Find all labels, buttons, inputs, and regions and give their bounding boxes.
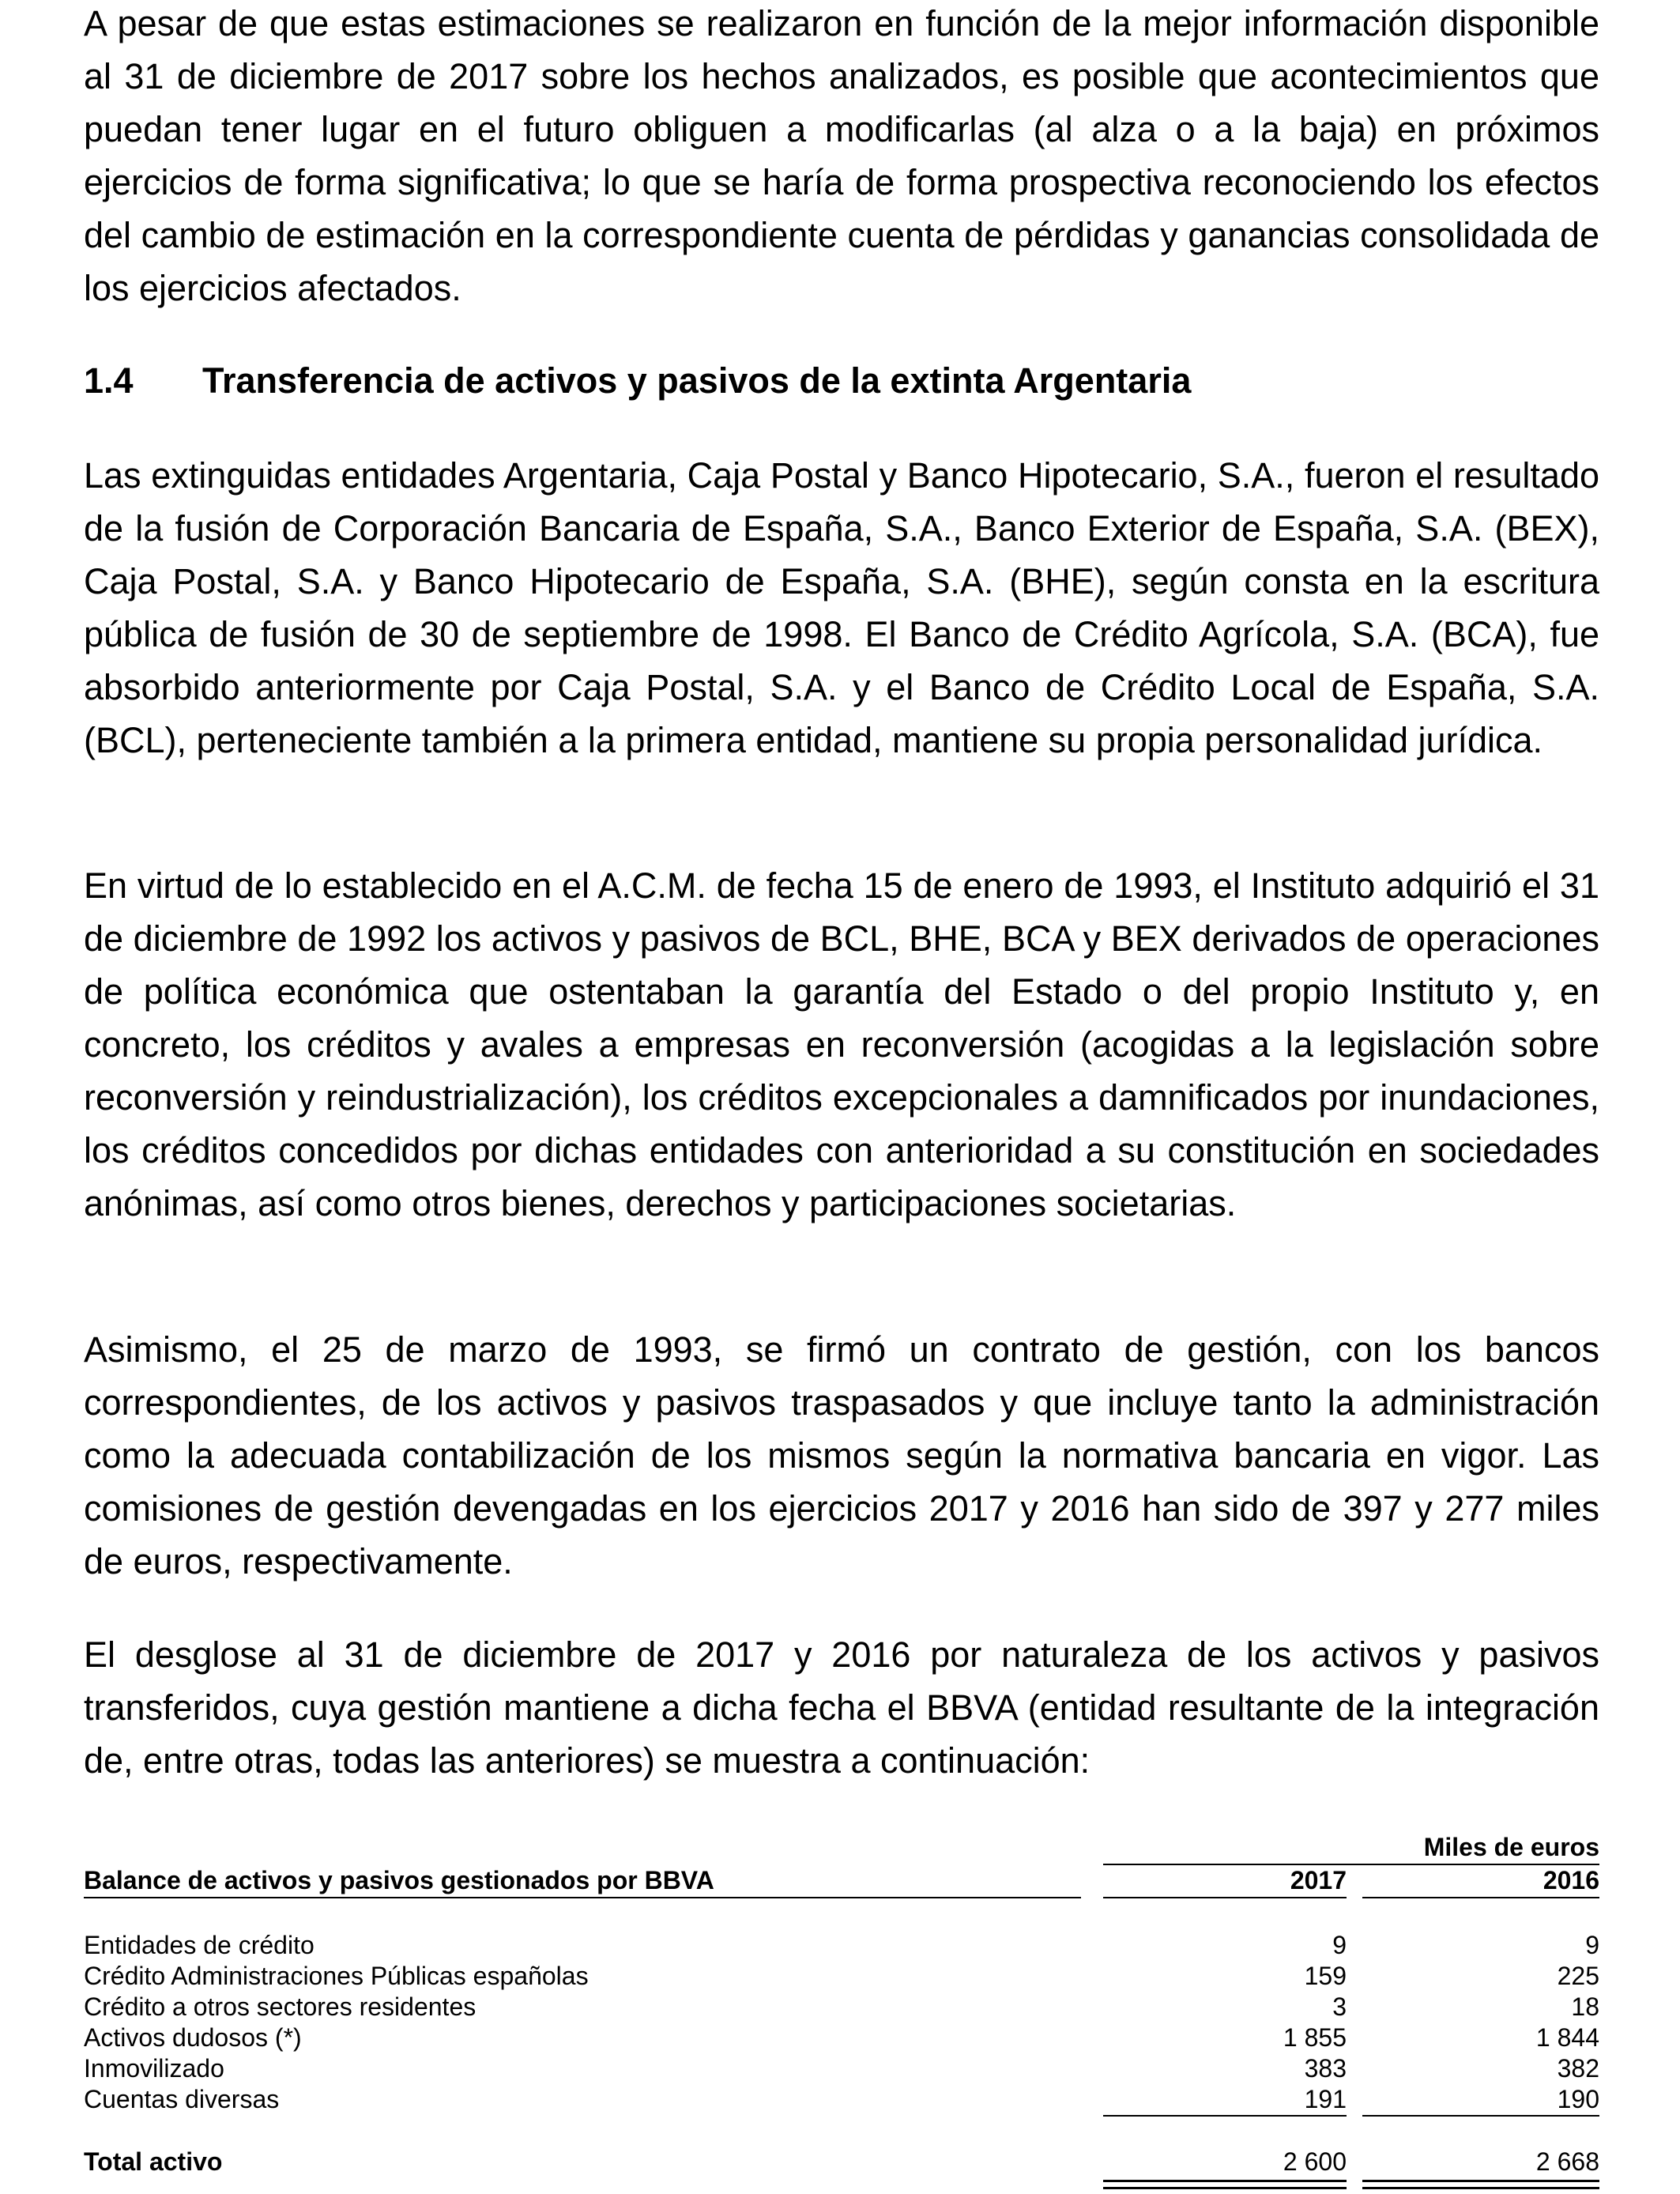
total-double-underline-2016 [1362, 2180, 1599, 2189]
table-title: Balance de activos y pasivos gestionados por BBVA [84, 1866, 714, 1894]
table-spacer [84, 2115, 1599, 2147]
row-label: Crédito a otros sectores residentes [84, 1992, 477, 2021]
table-row [84, 2053, 1599, 2084]
row-label: Cuentas diversas [84, 2085, 280, 2113]
row-value-2016: 1 844 [1535, 2023, 1599, 2052]
total-row [84, 2147, 1599, 2178]
table-units-row [84, 1832, 1599, 1865]
row-label: Entidades de crédito [84, 1931, 315, 1959]
section-heading [84, 354, 1191, 407]
row-label: Activos dudosos (*) [84, 2023, 302, 2052]
column-header-2017: 2017 [1290, 1866, 1347, 1894]
paragraph-management-contract: Asimismo, el 25 de marzo de 1993, se firmó un contrato de gestión, con los bancos correspondientes, de los activos y pasivos traspasados y que incluye tanto la administración como la adecuada contabilización de los mismos según la normativa bancaria en vigor. Las comisiones de gestión devengadas en los ejercicios 2017 y 2016 han sido de 397 y 277 miles de euros, respectivamente. [84, 1329, 1599, 1581]
row-value-2017: 9 [1332, 1931, 1347, 1959]
paragraph-breakdown: El desglose al 31 de diciembre de 2017 y 2016 por naturaleza de los activos y pasivos transferidos, cuya gestión mantiene a dicha fecha el BBVA (entidad resultante de la integración de, entre otras, todas las anteriores) se muestra a continuación: [84, 1634, 1599, 1781]
row-value-2017: 1 855 [1283, 2023, 1347, 2052]
paragraph-estimations: A pesar de que estas estimaciones se realizaron en función de la mejor información disponible al 31 de diciembre de 2017 sobre los hechos analizados, es posible que acontecimientos que puedan tener lugar en el futuro obliguen a modificarlas (al alza o a la baja) en próximos ejercicios de forma significativa; lo que se haría de forma prospectiva reconociendo los efectos del cambio de estimación en la correspondiente cuenta de pérdidas y ganancias consolidada de los ejercicios afectados. [84, 3, 1599, 308]
row-value-2016: 382 [1557, 2054, 1599, 2083]
paragraph-acm: En virtud de lo establecido en el A.C.M. de fecha 15 de enero de 1993, el Instituto adquirió el 31 de diciembre de 1992 los activos y pasivos de BCL, BHE, BCA y BEX derivados de operaciones de política económica que ostentaban la garantía del Estado o del propio Instituto y, en concreto, los créditos y avales a empresas en reconversión (acogidas a la legislación sobre reconversión y reindustrialización), los créditos excepcionales a damnificados por inundaciones, los créditos concedidos por dichas entidades con anterioridad a su constitución en sociedades anónimas, así como otros bienes, derechos y participaciones societarias. [84, 865, 1599, 1223]
row-value-2016: 18 [1571, 1992, 1599, 2021]
subtotal-line-2017 [1103, 2115, 1347, 2117]
row-value-2017: 159 [1304, 1962, 1347, 1990]
row-value-2017: 3 [1332, 1992, 1347, 2021]
table-spacer [84, 1898, 1599, 1930]
paragraph-entities: Las extinguidas entidades Argentaria, Caja Postal y Banco Hipotecario, S.A., fueron el resultado de la fusión de Corporación Bancaria de España, S.A., Banco Exterior de España, S.A. (BEX), Caja Postal, S.A. y Banco Hipotecario de España, S.A. (BHE), según consta en la escritura pública de fusión de 30 de septiembre de 1998. El Banco de Crédito Agrícola, S.A. (BCA), fue absorbido anteriormente por Caja Postal, S.A. y el Banco de Crédito Local de España, S.A. (BCL), perteneciente también a la primera entidad, mantiene su propia personalidad jurídica. [84, 455, 1599, 760]
row-label: Inmovilizado [84, 2054, 224, 2083]
column-header-2016: 2016 [1543, 1866, 1599, 1894]
table-row [84, 2084, 1599, 2115]
total-value-2016: 2 668 [1535, 2147, 1599, 2176]
subtotal-line-2016 [1362, 2115, 1599, 2117]
row-label: Crédito Administraciones Públicas españolas [84, 1962, 589, 1990]
total-value-2017: 2 600 [1283, 2147, 1347, 2176]
header-underline-2016 [1362, 1897, 1599, 1898]
row-value-2017: 191 [1304, 2085, 1347, 2113]
table-row [84, 1930, 1599, 1961]
table-header-row [84, 1865, 1599, 1898]
section-number: 1.4 [84, 360, 134, 401]
row-value-2017: 383 [1304, 2054, 1347, 2083]
row-value-2016: 225 [1557, 1962, 1599, 1990]
table-units: Miles de euros [1423, 1833, 1599, 1861]
balance-table [84, 1832, 1599, 2178]
row-value-2016: 190 [1557, 2085, 1599, 2113]
total-double-underline-2017 [1103, 2180, 1347, 2189]
table-row [84, 2022, 1599, 2053]
header-underline-2017 [1103, 1897, 1347, 1898]
section-title: Transferencia de activos y pasivos de la extinta Argentaria [202, 360, 1192, 401]
row-value-2016: 9 [1585, 1931, 1599, 1959]
table-row [84, 1961, 1599, 1992]
header-underline-label [84, 1897, 1081, 1898]
table-row [84, 1992, 1599, 2022]
total-label: Total activo [84, 2147, 223, 2176]
